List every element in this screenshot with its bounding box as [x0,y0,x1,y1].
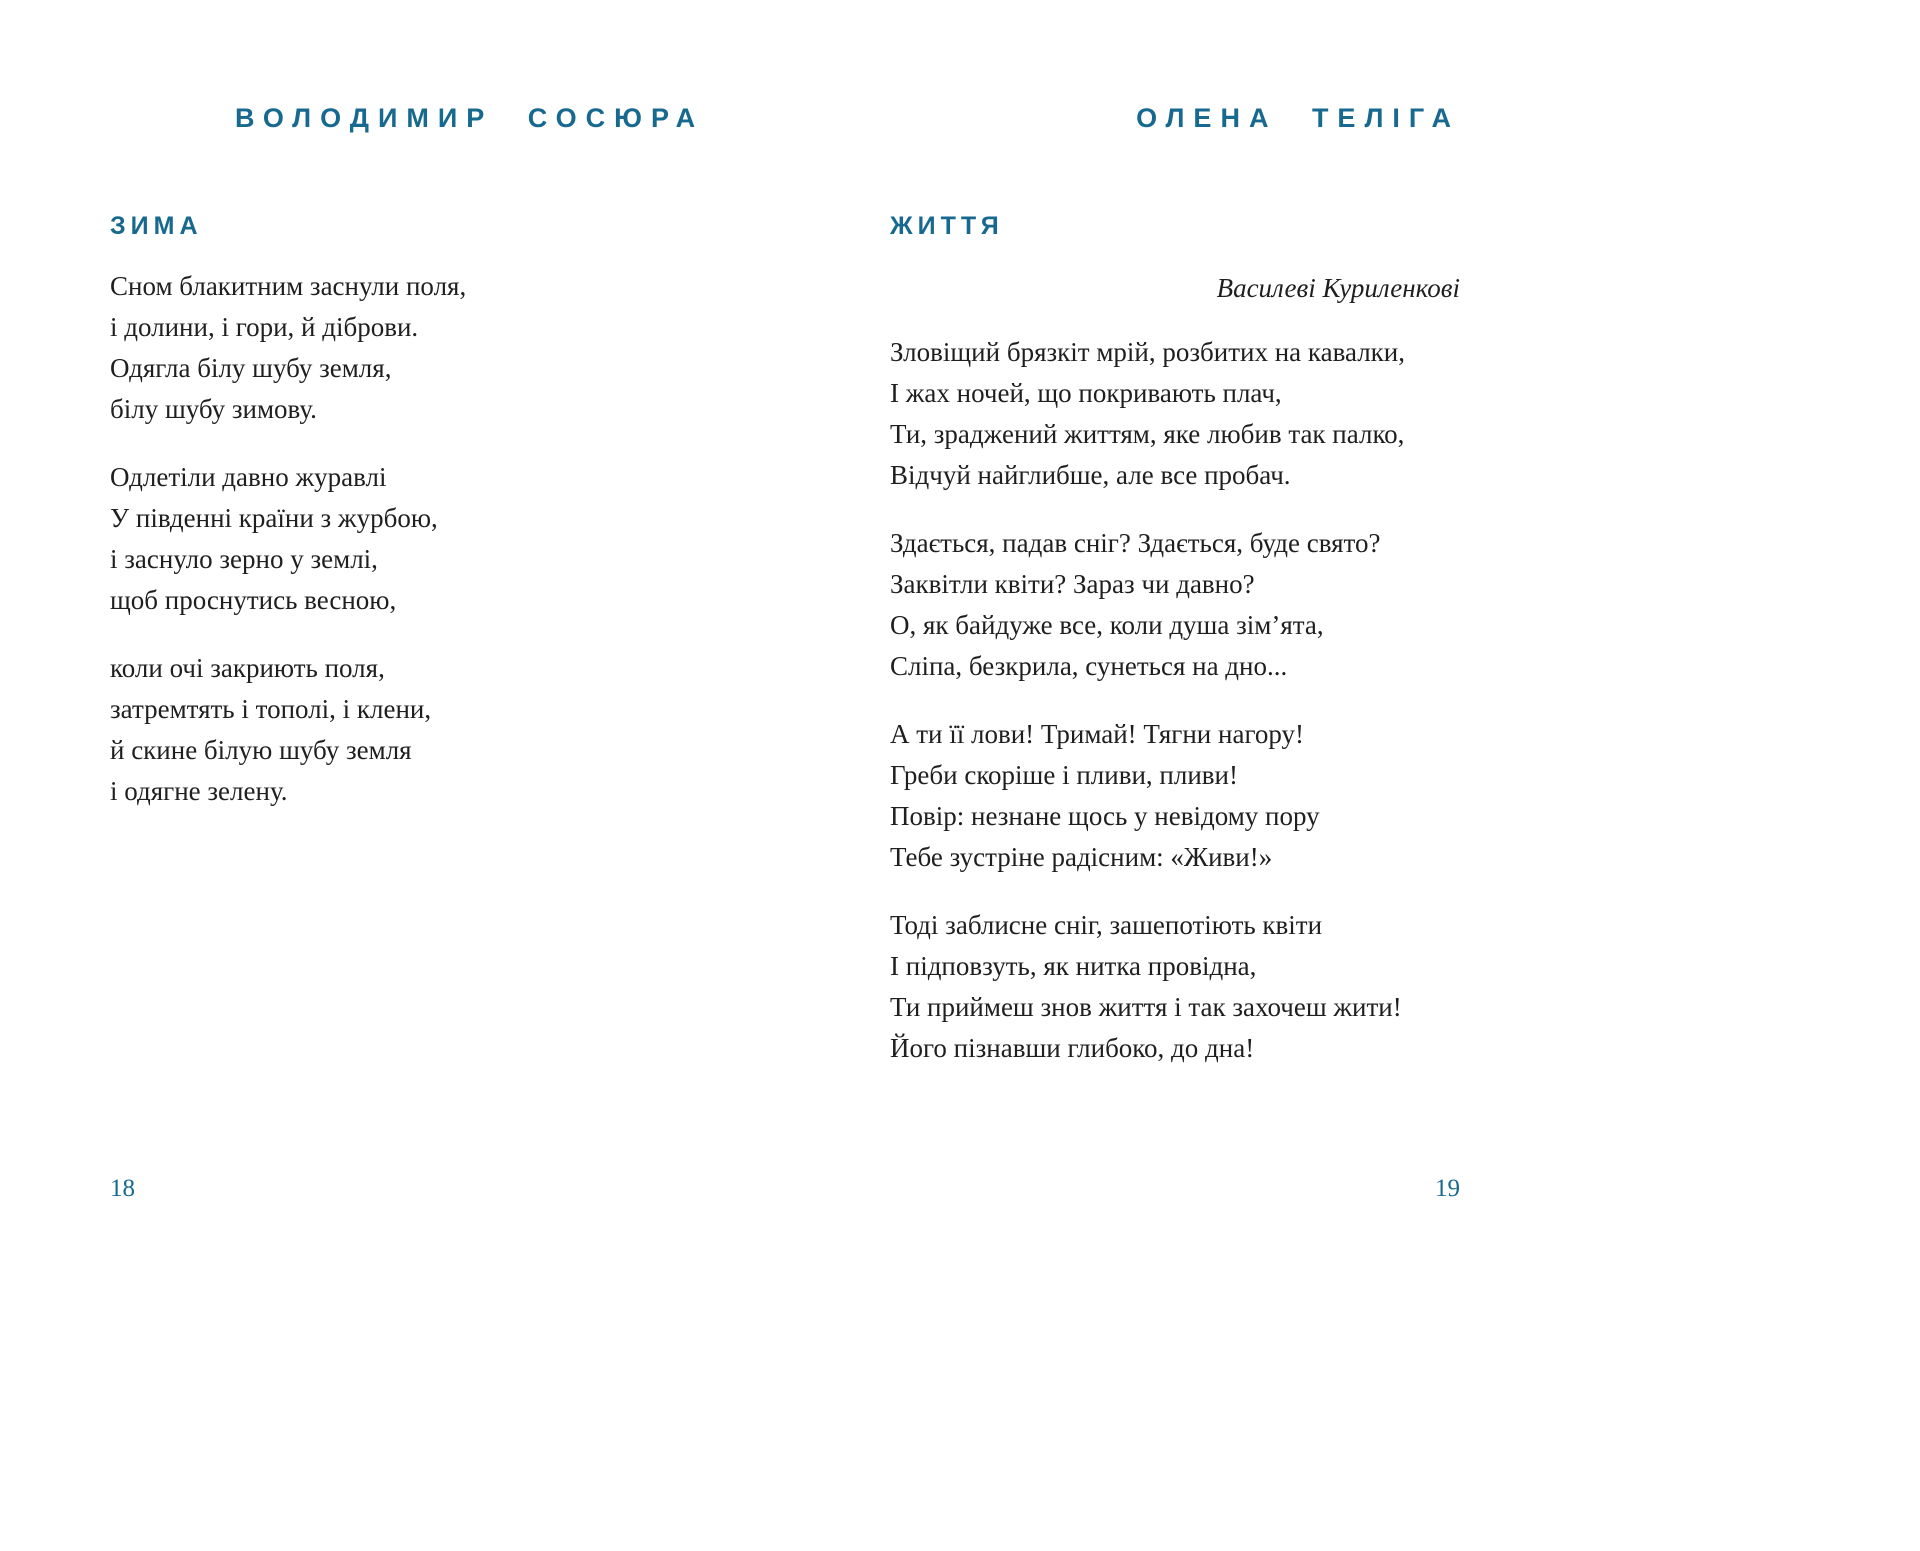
author-name-left: ВОЛОДИМИР СОСЮРА [235,103,705,133]
poem-line: затремтять і тополі, і клени, [110,694,432,724]
poem-line: У південні країни з журбою, [110,503,438,533]
stanza [890,905,1510,1069]
poem-line: Тоді заблисне сніг, зашепотіють квіти [890,910,1323,940]
poem-title-right: ЖИТТЯ [890,212,1004,240]
poem-line: щоб проснутись весною, [110,585,397,615]
poem-dedication: Василеві Куриленкові [1216,273,1460,303]
poem-body-right [890,332,1510,1069]
poem-line: Сном блакитним заснули поля, [110,271,467,301]
poem-line: І підповзуть, як нитка провідна, [890,951,1257,981]
poem-line: Відчуй найглибше, але все пробач. [890,460,1291,490]
poem-line: О, як байдуже все, коли душа зім’ята, [890,610,1324,640]
poem-title-left: ЗИМА [110,212,203,240]
poem-line: Ти приймеш знов життя і так захочеш жити! [890,992,1402,1022]
poem-line: І жах ночей, що покривають плач, [890,378,1282,408]
poem-line: Одлетіли давно журавлі [110,462,387,492]
poem-line: Його пізнавши глибоко, до дна! [890,1033,1255,1063]
stanza [110,457,730,621]
poem-line: Сліпа, безкрила, сунеться на дно... [890,651,1288,681]
author-name-right: ОЛЕНА ТЕЛІГА [1136,103,1460,133]
stanza [110,266,730,430]
stanza [110,648,730,812]
poem-line: Повір: незнане щось у невідому пору [890,801,1320,831]
poem-line: білу шубу зимову. [110,394,317,424]
poem-line: Заквітли квіти? Зараз чи давно? [890,569,1255,599]
poem-line: Ти, зраджений життям, яке любив так палко, [890,419,1405,449]
poem-line: А ти її лови! Тримай! Тягни нагору! [890,719,1304,749]
poem-line: і заснуло зерно у землі, [110,544,378,574]
stanza [890,332,1510,496]
stanza [890,714,1510,878]
page-number-left: 18 [110,1175,135,1202]
poem-line: Греби скоріше і пливи, пливи! [890,760,1238,790]
poem-line: і долини, і гори, й діброви. [110,312,419,342]
poem-line: Одягла білу шубу земля, [110,353,392,383]
stanza [890,523,1510,687]
poem-line: Зловіщий брязкіт мрій, розбитих на кавалки, [890,337,1405,367]
poem-body-left [110,266,730,812]
poem-line: й скине білую шубу земля [110,735,412,765]
poem-line: коли очі закриють поля, [110,653,385,683]
poem-line: Тебе зустріне радісним: «Живи!» [890,842,1273,872]
poem-line: Здається, падав сніг? Здається, буде свято? [890,528,1381,558]
poem-line: і одягне зелену. [110,776,288,806]
page-number-right: 19 [1435,1175,1460,1202]
